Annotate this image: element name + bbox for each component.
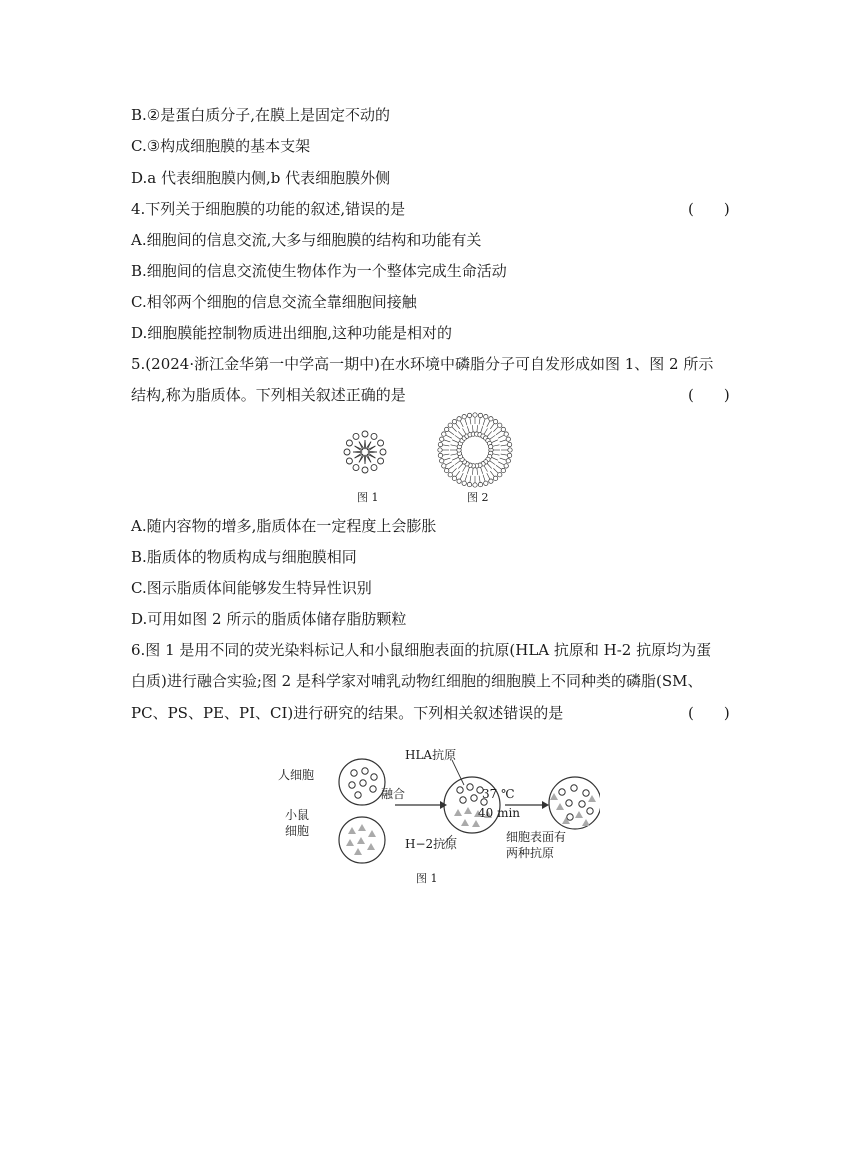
q3-option-d: D.a 代表细胞膜内侧,b 代表细胞膜外侧 bbox=[131, 169, 391, 187]
q5-option-a: A.随内容物的增多,脂质体在一定程度上会膨胀 bbox=[131, 517, 437, 535]
q3-option-c: C.③构成细胞膜的基本支架 bbox=[131, 137, 311, 155]
hla-antigen-label: HLA抗原 bbox=[405, 748, 457, 762]
q5-option-c: C.图示脂质体间能够发生特异性识别 bbox=[131, 579, 372, 597]
q4-option-a: A.细胞间的信息交流,大多与细胞膜的结构和功能有关 bbox=[131, 231, 482, 249]
liposome-diagram bbox=[438, 413, 512, 487]
micelle-diagram bbox=[344, 431, 386, 473]
q4-option-d: D.细胞膜能控制物质进出细胞,这种功能是相对的 bbox=[131, 324, 453, 342]
q4-answer-paren: ( ) bbox=[688, 200, 730, 218]
q4-option-c: C.相邻两个细胞的信息交流全靠细胞间接触 bbox=[131, 293, 417, 311]
q6-stem-line2: 白质)进行融合实验;图 2 是科学家对哺乳动物红细胞的细胞膜上不同种类的磷脂(SM、 bbox=[131, 672, 703, 690]
q6-stem-line3: PC、PS、PE、PI、CI)进行研究的结果。下列相关叙述错误的是 bbox=[131, 704, 564, 722]
q4-option-b: B.细胞间的信息交流使生物体作为一个整体完成生命活动 bbox=[131, 262, 507, 280]
fusion-label: 融合 bbox=[381, 787, 406, 801]
h2-antigen-triangles bbox=[346, 824, 376, 855]
time-label: 40 min bbox=[478, 806, 521, 820]
q4-stem: 4.下列关于细胞膜的功能的叙述,错误的是 bbox=[131, 200, 406, 218]
human-cell-label: 人细胞 bbox=[278, 768, 315, 782]
hla-antigen-dots bbox=[349, 768, 377, 798]
result-label-1: 细胞表面有 bbox=[506, 830, 567, 844]
q5-option-b: B.脂质体的物质构成与细胞膜相同 bbox=[131, 548, 357, 566]
q5-stem-line1: 5.(2024·浙江金华第一中学高一期中)在水环境中磷脂分子可自发形成如图 1、图 2 所示 bbox=[131, 355, 714, 373]
q5-lipid-figures bbox=[330, 412, 530, 492]
mouse-cell-label-2: 细胞 bbox=[285, 824, 310, 838]
result-label-2: 两种抗原 bbox=[506, 846, 555, 860]
q5-fig1-caption: 图 1 bbox=[357, 491, 379, 504]
q5-option-d: D.可用如图 2 所示的脂质体储存脂肪颗粒 bbox=[131, 610, 407, 628]
incubation-arrow-head bbox=[542, 801, 549, 809]
q3-option-b: B.②是蛋白质分子,在膜上是固定不动的 bbox=[131, 106, 391, 124]
result-cell-antigens bbox=[550, 785, 596, 826]
h2-antigen-label: H−2抗原 bbox=[405, 837, 458, 851]
q5-fig2-caption: 图 2 bbox=[467, 491, 489, 504]
q6-answer-paren: ( ) bbox=[688, 704, 730, 722]
q6-stem-line1: 6.图 1 是用不同的荧光染料标记人和小鼠细胞表面的抗原(HLA 抗原和 H-2 抗原均为蛋 bbox=[131, 641, 712, 659]
q5-stem-line2: 结构,称为脂质体。下列相关叙述正确的是 bbox=[131, 386, 406, 404]
q5-answer-paren: ( ) bbox=[688, 386, 730, 404]
q6-fig1-caption: 图 1 bbox=[416, 872, 438, 885]
mouse-cell-label-1: 小鼠 bbox=[285, 808, 310, 822]
temperature-label: 37 ℃ bbox=[482, 787, 515, 801]
